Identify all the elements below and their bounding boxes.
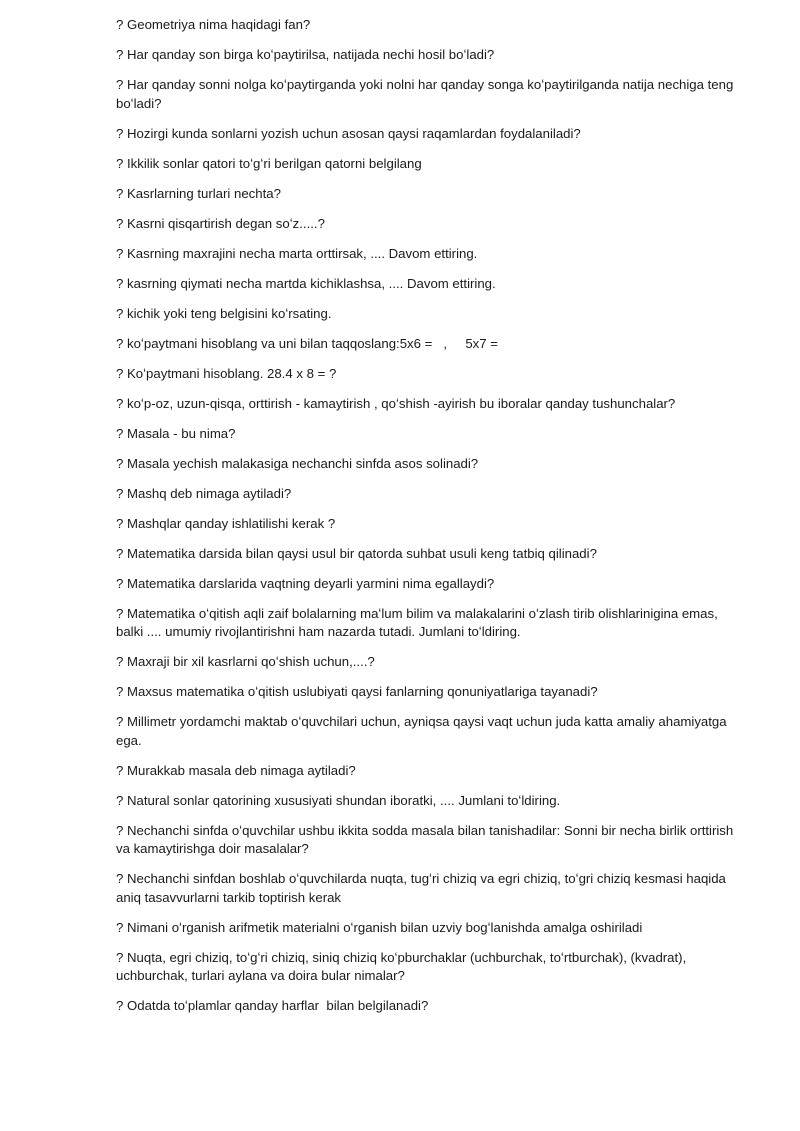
question-30: ? Odatda toʻplamlar qanday harflar bilan belgilanadi? xyxy=(116,998,429,1013)
question-25: ? Natural sonlar qatorining xususiyati shundan iboratki, .... Jumlani toʻldiring. xyxy=(116,792,561,808)
question-9: ? kasrning qiymati necha martda kichiklashsa, .... Davom ettiring. xyxy=(116,275,496,291)
question-10: ? kichik yoki teng belgisini koʻrsating. xyxy=(116,305,332,321)
question-23: ? Millimetr yordamchi maktab oʻquvchilari uchun, ayniqsa qaysi vaqt uchun juda katta amaliy ahamiyatga ega. xyxy=(116,714,731,748)
question-28: ? Nimani oʻrganish arifmetik materialni oʻrganish bilan uzviy bogʻlanishda amalga oshiriladi xyxy=(116,919,643,935)
question-16: ? Mashq deb nimaga aytiladi? xyxy=(116,485,292,501)
question-1: ? Geometriya nima haqidagi fan? xyxy=(116,17,311,32)
question-26: ? Nechanchi sinfda oʻquvchilar ushbu ikkita sodda masala bilan tanishadilar: Sonni bir necha birlik orttirish va kamaytirishga doir masalalar? xyxy=(116,822,737,856)
question-6: ? Kasrlarning turlari nechta? xyxy=(116,185,281,201)
question-8: ? Kasrning maxrajini necha marta orttirsak, .... Davom ettiring. xyxy=(116,245,478,261)
question-12: ? Koʻpaytmani hisoblang. 28.4 x 8 = ? xyxy=(116,365,337,381)
question-27: ? Nechanchi sinfdan boshlab oʻquvchilarda nuqta, tugʻri chiziq va egri chiziq, toʻgri chiziq kesmasi haqida aniq tasavvurlarni tarkib toptirish kerak xyxy=(116,871,730,905)
question-14: ? Masala - bu nima? xyxy=(116,425,236,441)
question-21: ? Maxraji bir xil kasrlarni qoʻshish uchun,....? xyxy=(116,654,375,669)
question-7: ? Kasrni qisqartirish degan soʻz.....? xyxy=(116,215,325,231)
question-15: ? Masala yechish malakasiga nechanchi sinfda asos solinadi? xyxy=(116,455,479,471)
question-20: ? Matematika oʻqitish aqli zaif bolalarning maʻlum bilim va malakalarini oʻzlash tirib olishlarinigina emas, balki .... umumiy rivojlantirishni ham nazarda tutadi. Jumlani toʻldiring. xyxy=(116,605,722,639)
question-18: ? Matematika darsida bilan qaysi usul bir qatorda suhbat usuli keng tatbiq qilinadi? xyxy=(116,545,597,561)
question-13: ? koʻp-oz, uzun-qisqa, orttirish - kamaytirish , qoʻshish -ayirish bu iboralar qanday tushunchalar? xyxy=(116,395,676,411)
question-19: ? Matematika darslarida vaqtning deyarli yarmini nima egallaydi? xyxy=(116,575,495,591)
question-3: ? Har qanday sonni nolga koʻpaytirganda yoki nolni har qanday songa koʻpaytirilganda natija nechiga teng boʻladi? xyxy=(116,77,737,111)
question-17: ? Mashqlar qanday ishlatilishi kerak ? xyxy=(116,515,336,531)
question-2: ? Har qanday son birga koʻpaytirilsa, natijada nechi hosil boʻladi? xyxy=(116,47,495,62)
question-29: ? Nuqta, egri chiziq, toʻgʻri chiziq, siniq chiziq koʻpburchaklar (uchburchak, toʻrtburchak), (kvadrat), uchburchak, turlari aylana va doira bular nimalar? xyxy=(116,949,690,983)
question-22: ? Maxsus matematika oʻqitish uslubiyati qaysi fanlarning qonuniyatlariga tayanadi? xyxy=(116,684,598,699)
question-4: ? Hozirgi kunda sonlarni yozish uchun asosan qaysi raqamlardan foydalaniladi? xyxy=(116,125,581,141)
question-5: ? Ikkilik sonlar qatori toʻgʻri berilgan qatorni belgilang xyxy=(116,155,422,171)
question-11: ? koʻpaytmani hisoblang va uni bilan taqqoslang:5x6 = , 5x7 = xyxy=(116,335,498,351)
question-24: ? Murakkab masala deb nimaga aytiladi? xyxy=(116,762,356,778)
